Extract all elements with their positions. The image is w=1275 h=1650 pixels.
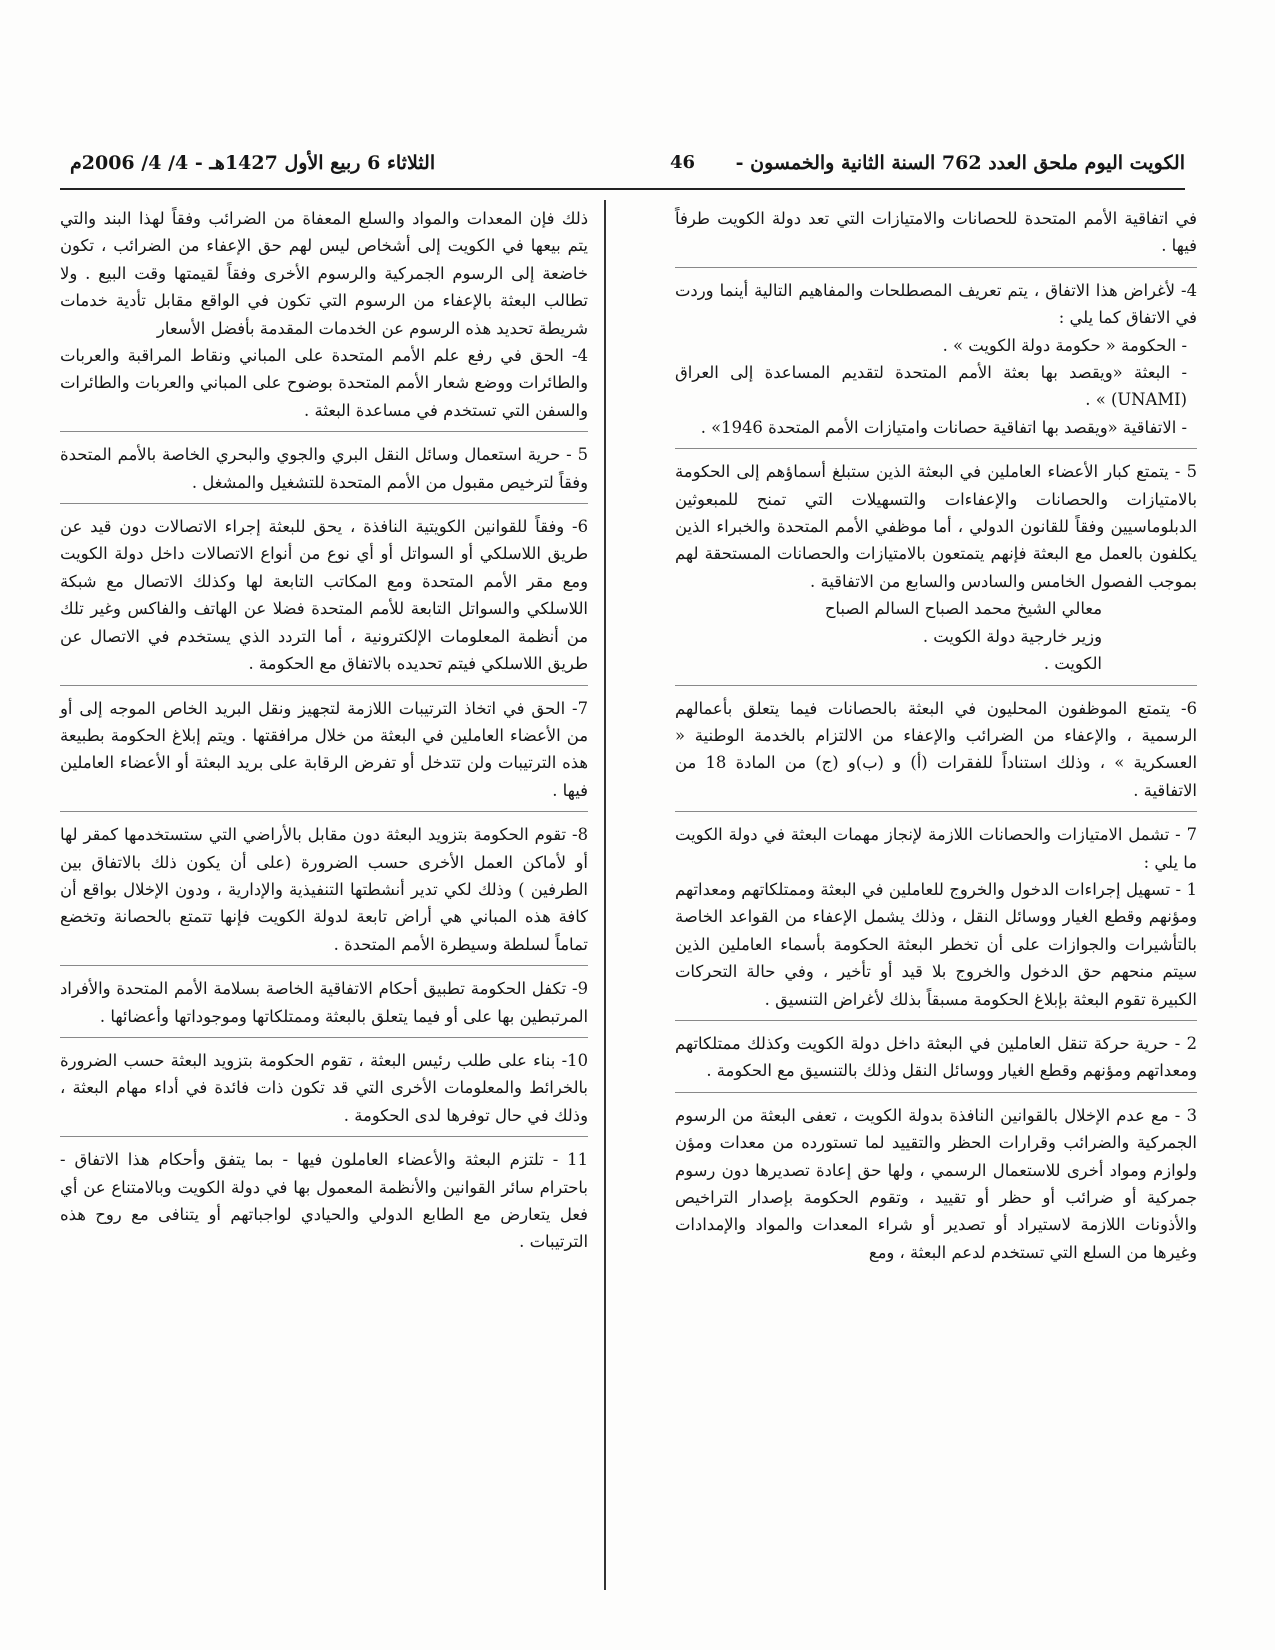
paragraph: 6- وفقاً للقوانين الكويتية النافذة ، يحق للبعثة إجراء الاتصالات دون قيد عن طريق اللاسلكي أو السواتل أو أي نوع من أنواع الاتصالات داخل دولة الكويت ومع مقر الأمم المتحدة ومع المكاتب التابعة لها وكذلك الاتصال مع شبكة اللاسلكي والسواتل التابعة للأمم المتحدة فضلا عن الهاتف والفاكس وغير تلك من أنظمة المعلومات الإلكترونية ، أما التردد الذي يستخدم في الاتصال عن طريق اللاسلكي فيتم تحديده بالاتفاق مع الحكومة . (60, 517, 588, 674)
paragraph: 8- تقوم الحكومة بتزويد البعثة دون مقابل بالأراضي التي ستستخدمها كمقر لها أو لأماكن العمل الأخرى حسب الضرورة (على أن يكون ذلك بالاتفاق بين الطرفين ) وذلك لكي تدير أنشطتها التنفيذية والإدارية ، ودون الإخلال بواقع أن كافة هذه المباني هي أراض تابعة لدولة الكويت فإنها تتمتع بالحصانة وتخضع تماماً لسلطة وسيطرة الأمم المتحدة . (60, 825, 588, 954)
definition-item: - البعثة «ويقصد بها بعثة الأمم المتحدة لتقديم المساعدة إلى العراق (UNAMI) » . (675, 363, 1187, 410)
paragraph-separator (60, 811, 588, 812)
paragraph-separator (60, 431, 588, 432)
paragraph: 9- تكفل الحكومة تطبيق أحكام الاتفاقية الخاصة بسلامة الأمم المتحدة والأفراد المرتبطين بها على أو فيما يتعلق بالبعثة وممتلكاتها وموجوداتها وأعضائها . (60, 979, 588, 1026)
paragraph-separator (60, 965, 588, 966)
page-number: 46 (669, 152, 695, 173)
paragraph-separator (675, 1092, 1197, 1093)
paragraph-separator (60, 503, 588, 504)
paragraph: في اتفاقية الأمم المتحدة للحصانات والامتيازات التي تعد دولة الكويت طرفاً فيها . (675, 209, 1197, 256)
header-rule (60, 188, 1185, 190)
page-header (60, 150, 1185, 184)
paragraph-separator (675, 811, 1197, 812)
paragraph: 2 - حرية حركة تنقل العاملين في البعثة داخل دولة الكويت وكذلك ممتلكاتهم ومعداتهم ومؤنهم وقطع الغيار ووسائل النقل وذلك بالتنسيق مع الحكومة . (675, 1033, 1197, 1081)
paragraph-separator (675, 267, 1197, 268)
paragraph: 3 - مع عدم الإخلال بالقوانين النافذة بدولة الكويت ، تعفى البعثة من الرسوم الجمركية والضرائب وقرارات الحظر والتقييد لما تستورده من معدات ومؤن ولوازم ومواد أخرى للاستعمال الرسمي ، ولها حق إعادة تصديرها دون رسوم جمركية أو ضرائب أو حظر أو تقييد ، وتقوم الحكومة بإصدار التراخيص والأذونات اللازمة لاستيراد أو تصدير أو شراء المعدات والمواد والإمدادات وغيرها من السلع التي تستخدم لدعم البعثة ، ومع (675, 1105, 1197, 1262)
issue-date: الثلاثاء 6 ربيع الأول 1427هـ - 4/ 4/ 2006م (70, 152, 436, 174)
paragraph-separator (675, 685, 1197, 686)
paragraph: 4- الحق في رفع علم الأمم المتحدة على المباني ونقاط المراقبة والعربات والطائرات ووضع شعار الأمم المتحدة بوضوح على المباني والعربات والطائرات والسفن التي تستخدم في مساعدة البعثة . (60, 346, 588, 420)
left-column (60, 205, 588, 1256)
paragraph-separator (60, 1037, 588, 1038)
definition-item: - الحكومة « حكومة دولة الكويت » . (942, 335, 1187, 355)
paragraph: 7 - تشمل الامتيازات والحصانات اللازمة لإنجاز مهمات البعثة في دولة الكويت ما يلي : (675, 825, 1197, 872)
addressee-line: الكويت . (1043, 654, 1102, 674)
paragraph: 10- بناء على طلب رئيس البعثة ، تقوم الحكومة بتزويد البعثة حسب الضرورة بالخرائط والمعلومات الأخرى التي قد تكون ذات فائدة في أداء مهام البعثة ، وذلك في حال توفرها لدى الحكومة . (60, 1050, 588, 1125)
definition-item: - الاتفاقية «ويقصد بها اتفاقية حصانات وامتيازات الأمم المتحدة 1946» . (700, 417, 1187, 437)
paragraph: 7- الحق في اتخاذ الترتيبات اللازمة لتجهيز ونقل البريد الخاص الموجه إلى أو من الأعضاء العاملين في البعثة من خلال مرافقتها . ويتم إبلاغ الحكومة بطبيعة هذه الترتيبات ولن تتدخل أو تفرض الرقابة على بريد البعثة أو الأعضاء العاملين فيها . (60, 698, 588, 800)
paragraph: 11 - تلتزم البعثة والأعضاء العاملون فيها - بما يتفق وأحكام هذا الاتفاق - باحترام سائر القوانين والأنظمة المعمول بها في دولة الكويت وبالامتناع عن أي فعل يتعارض مع الطابع الدولي والحيادي لواجباتهم أو يتنافى مع روح هذه الترتيبات . (60, 1150, 588, 1252)
paragraph: 5 - حرية استعمال وسائل النقل البري والجوي والبحري الخاصة بالأمم المتحدة وفقاً لترخيص مقبول من الأمم المتحدة للتشغيل والمشغل . (60, 445, 588, 492)
addressee-line: وزير خارجية دولة الكويت . (922, 626, 1102, 646)
paragraph-separator (60, 685, 588, 686)
paragraph: 5 - يتمتع كبار الأعضاء العاملين في البعثة الذين ستبلغ أسماؤهم إلى الحكومة بالامتيازات والحصانات والإعفاءات والتسهيلات التي تمنح للمبعوثين الدبلوماسيين وفقاً للقانون الدولي ، أما موظفي الأمم المتحدة والخبراء الذين يكلفون بالعمل مع البعثة فإنهم يتمتعون بالامتيازات والحصانات المستحقة لهم بموجب الفصول الخامس والسادس والسابع من الاتفاقية . (675, 462, 1197, 591)
paragraph: 1 - تسهيل إجراءات الدخول والخروج للعاملين في البعثة وممتلكاتهم ومعداتهم ومؤنهم وقطع الغيار ووسائل النقل ، وذلك يشمل الإعفاء من القواعد الخاصة بالتأشيرات والجوازات على أن تخطر البعثة الحكومة بأسماء العاملين الذين سيتم منحهم حق الدخول والخروج بلا قيد أو تأخير ، وفي حالة التحركات الكبيرة تقوم البعثة بإبلاغ الحكومة مسبقاً بذلك لأغراض التنسيق . (675, 879, 1197, 1009)
paragraph: ذلك فإن المعدات والمواد والسلع المعفاة من الضرائب وفقاً لهذا البند والتي يتم بيعها في الكويت إلى أشخاص ليس لهم حق الإعفاء من الضرائب ، تكون خاضعة إلى الرسوم الجمركية والرسوم الأخرى وفقاً لقيمتها وقت البيع . ولا تطالب البعثة بالإعفاء من الرسوم التي تكون في الواقع مقابل تأدية خدمات شريطة تحديد هذه الرسوم عن الخدمات المقدمة بأفضل الأسعار (60, 209, 588, 338)
addressee-line: معالي الشيخ محمد الصباح السالم الصباح (824, 599, 1102, 619)
paragraph: 4- لأغراض هذا الاتفاق ، يتم تعريف المصطلحات والمفاهيم التالية أينما وردت في الاتفاق كما يلي : (675, 280, 1197, 328)
paragraph-separator (675, 1020, 1197, 1021)
paragraph: 6- يتمتع الموظفون المحليون في البعثة بالحصانات فيما يتعلق بأعمالهم الرسمية ، والإعفاء من الضرائب والإعفاء من الالتزام بالخدمة الوطنية « العسكرية » ، وذلك استناداً للفقرات (أ) و (ب)و (ج) من المادة 18 من الاتفاقية . (675, 698, 1197, 800)
column-divider (604, 200, 606, 1590)
paragraph-separator (60, 1136, 588, 1137)
paragraph-separator (675, 448, 1197, 449)
right-column (675, 205, 1197, 1266)
publication-title: الكويت اليوم ملحق العدد 762 السنة الثانية والخمسون - (735, 152, 1185, 174)
